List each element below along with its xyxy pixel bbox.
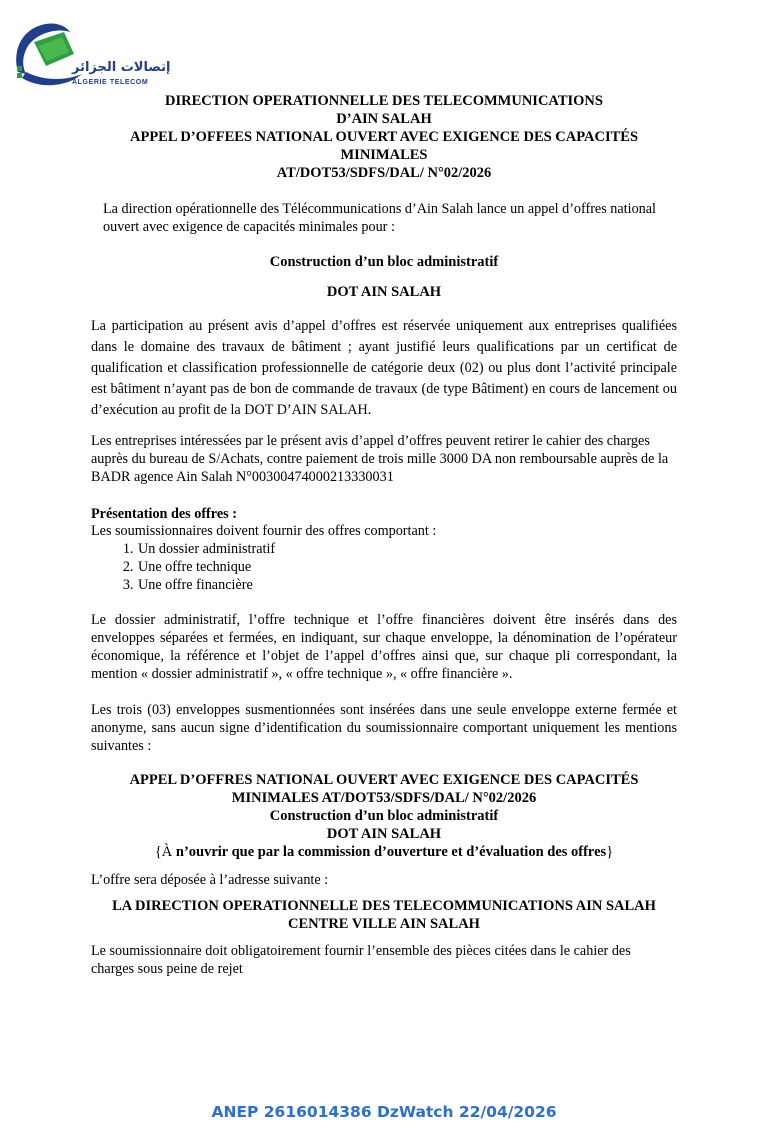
logo-arabic-text: إتصالات الجزائر [72, 60, 171, 75]
presentation-heading: Présentation des offres : [91, 506, 237, 522]
header-line-3: APPEL D’OFFEES NATIONAL OUVERT AVEC EXIGENCE DES CAPACITÉS [129, 129, 639, 145]
trois-paragraph: Les trois (03) enveloppes susmentionnées sont insérées dans une seule enveloppe externe fermée et anonyme, sans aucun signe d’identification du soumissionnaire comportant uniquement les mentions suivantes : [91, 702, 677, 754]
list-item: 3. Une offre financière [137, 576, 275, 594]
mention-line-2: MINIMALES AT/DOT53/SDFS/DAL/ N°02/2026 [231, 790, 537, 806]
cahier-paragraph: Les entreprises intéressées par le présent avis d’appel d’offres peuvent retirer le cahier des charges auprès du bureau de S/Achats, contre paiement de trois mille 3000 DA non remboursable auprès de la BADR agence Ain Salah N°00300474000213330031 [91, 433, 669, 485]
header-reference: AT/DOT53/SDFS/DAL/ N°02/2026 [276, 165, 492, 181]
subject-title: Construction d’un bloc administratif [269, 254, 499, 270]
depot-address-2: CENTRE VILLE AIN SALAH [288, 916, 480, 932]
list-item: 2. Une offre technique [137, 558, 275, 576]
intro-paragraph: La direction opérationnelle des Télécommunications d’Ain Salah lance un appel d’offres national ouvert avec exigence de capacités minimales pour : [103, 201, 656, 235]
header-line-2: D’AIN SALAH [336, 111, 432, 127]
brace-open: {À [154, 844, 176, 860]
mention-line-3: Construction d’un bloc administratif [269, 808, 499, 824]
algerie-telecom-logo [12, 20, 171, 92]
brace-close: } [606, 844, 614, 860]
logo-latin-text: ALGERIE TELECOM [72, 79, 149, 86]
presentation-text: Les soumissionnaires doivent fournir des offres comportant : [91, 523, 437, 539]
depot-text: L’offre sera déposée à l’adresse suivante : [91, 872, 329, 888]
mention-instruction: n’ouvrir que par la commission d’ouverture et d’évaluation des offres [175, 844, 607, 860]
subject-location: DOT AIN SALAH [326, 284, 442, 300]
mention-line-5 [0, 843, 768, 861]
mention-line-4: DOT AIN SALAH [326, 826, 442, 842]
rejet-paragraph: Le soumissionnaire doit obligatoirement fournir l’ensemble des pièces citées dans le cahier des charges sous peine de rejet [91, 943, 631, 977]
list-item: 1. Un dossier administratif [137, 540, 275, 558]
depot-address-1: LA DIRECTION OPERATIONNELLE DES TELECOMMUNICATIONS AIN SALAH [112, 898, 656, 914]
dossier-paragraph: Le dossier administratif, l’offre technique et l’offre financières doivent être insérés dans des enveloppes séparées et fermées, en indiquant, sur chaque enveloppe, la dénomination de l’opérateur économique, la référence et l’objet de l’appel d’offres ainsi que, sur chaque pli correspondant, la mention « dossier administratif », « offre technique », « offre financière ». [91, 612, 677, 682]
footer-anep-reference: ANEP 2616014386 DzWatch 22/04/2026 [211, 1103, 557, 1121]
header-line-4: MINIMALES [340, 147, 428, 163]
header-line-1: DIRECTION OPERATIONNELLE DES TELECOMMUNICATIONS [165, 93, 603, 109]
offers-list [91, 540, 275, 594]
participation-paragraph: La participation au présent avis d’appel d’offres est réservée uniquement aux entreprises qualifiées dans le domaine des travaux de bâtiment ; ayant justifié leurs qualifications par un certificat de qualification et classification professionnelle de catégorie deux (02) ou plus dont l’activité principale est bâtiment n’ayant pas de bon de commande de travaux (de type Bâtiment) en cours de lancement ou d’exécution au profit de la DOT D’AIN SALAH. [91, 318, 677, 418]
mention-line-1: APPEL D’OFFRES NATIONAL OUVERT AVEC EXIGENCE DES CAPACITÉS [129, 772, 639, 788]
